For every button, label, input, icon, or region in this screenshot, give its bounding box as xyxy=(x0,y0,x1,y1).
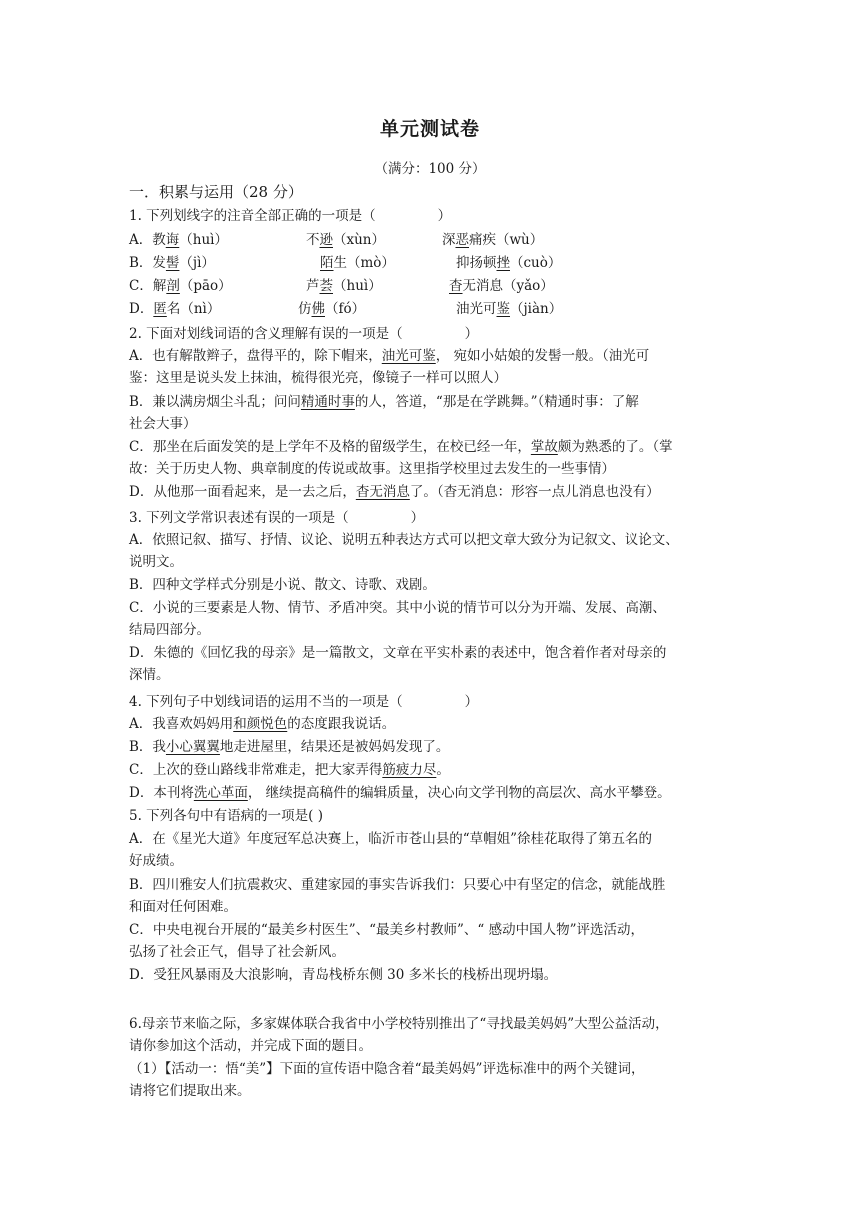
q1-option-a-2: 不逊（xùn） xyxy=(306,232,386,248)
q1-option-b-1: B．发髻（jì） xyxy=(129,255,215,271)
q2-option-a: A．也有解散辫子，盘得平的，除下帽来，油光可鉴， 宛如小姑娘的发髻一般。（油光可 xyxy=(129,348,650,364)
q4-option-d: D．本刊将洗心革面， 继续提高稿件的编辑质量，决心向文学刊物的高层次、高水平攀登。 xyxy=(129,785,671,801)
q5-option-d: D．受狂风暴雨及大浪影响，青岛栈桥东侧 30 多米长的栈桥出现坍塌。 xyxy=(129,967,558,983)
q1-option-a-3: 深恶痛疾（wù） xyxy=(442,232,544,248)
q6-part1: （1）【活动一：悟“美”】下面的宣传语中隐含着“最美妈妈”评选标准中的两个关键词， xyxy=(129,1061,645,1077)
q4-option-b: B．我小心翼翼地走进屋里，结果还是被妈妈发现了。 xyxy=(129,739,450,755)
q5-option-a: A．在《星光大道》年度冠军总决赛上，临沂市苍山县的“草帽姐”徐桂花取得了第五名的 xyxy=(129,831,653,847)
q2-option-a-cont: 鉴：这里是说头发上抹油，梳得很光亮，像镜子一样可以照人） xyxy=(129,370,507,386)
q1-option-d-1: D．匿名（nì） xyxy=(129,301,221,317)
q2-option-b: B．兼以满房烟尘斗乱；问问精通时事的人，答道，“那是在学跳舞。”（精通时事：了解 xyxy=(129,394,639,410)
q5-option-b-cont: 和面对任何困难。 xyxy=(129,899,237,915)
q1-option-c-2: 芦荟（huì） xyxy=(306,278,382,294)
q3-option-b: B．四种文学样式分别是小说、散文、诗歌、戏剧。 xyxy=(129,577,436,593)
q1-option-c-3: 杳无消息（yǎo） xyxy=(449,278,554,294)
q2-option-c: C．那坐在后面发笑的是上学年不及格的留级学生，在校已经一年，掌故颇为熟悉的了。（掌 xyxy=(129,439,673,455)
q5-option-b: B．四川雅安人们抗震救灾、重建家园的事实告诉我们：只要心中有坚定的信念，就能战胜 xyxy=(129,877,666,893)
q4-option-c: C．上次的登山路线非常难走，把大家弄得筋疲力尽。 xyxy=(129,762,450,778)
q3-option-c: C．小说的三要素是人物、情节、矛盾冲突。其中小说的情节可以分为开端、发展、高潮、 xyxy=(129,600,666,616)
q2-option-b-cont: 社会大事） xyxy=(129,416,197,432)
score-note: （满分：100 分） xyxy=(374,161,486,177)
q1-option-d-3: 油光可鉴（jiàn） xyxy=(456,301,563,317)
q1-option-c-1: C．解剖（pāo） xyxy=(129,278,232,294)
q1-option-b-2: 陌生（mò） xyxy=(320,255,395,271)
q3-option-a-cont: 说明文。 xyxy=(129,554,183,570)
q3-option-d: D．朱德的《回忆我的母亲》是一篇散文，文章在平实朴素的表述中，饱含着作者对母亲的 xyxy=(129,645,667,661)
q5-option-a-cont: 好成绩。 xyxy=(129,853,183,869)
page-title: 单元测试卷 xyxy=(379,118,480,140)
q3-option-c-cont: 结局四部分。 xyxy=(129,622,210,638)
q4-option-a: A．我喜欢妈妈用和颜悦色的态度跟我说话。 xyxy=(129,716,396,732)
q2-option-d: D．从他那一面看起来，是一去之后，杳无消息了。（杳无消息：形容一点儿消息也没有） xyxy=(129,484,660,500)
q5-option-c: C．中央电视台开展的“最美乡村医生”、“最美乡村教师”、“ 感动中国人物”评选活动， xyxy=(129,922,645,938)
q3-stem: 3. 下列文学常识表述有误的一项是（ ） xyxy=(129,510,425,526)
q5-stem: 5. 下列各句中有语病的一项是( ) xyxy=(129,808,323,824)
q2-option-c-cont: 故：关于历史人物、典章制度的传说或故事。这里指学校里过去发生的一些事情） xyxy=(129,461,615,477)
q1-stem: 1. 下列划线字的注音全部正确的一项是（ ） xyxy=(129,208,452,224)
q5-option-c-cont: 弘扬了社会正气，倡导了社会新风。 xyxy=(129,944,345,960)
q3-option-d-cont: 深情。 xyxy=(129,667,170,683)
q1-option-d-2: 仿佛（fó） xyxy=(298,301,366,317)
q6-part1-cont: 请将它们提取出来。 xyxy=(129,1083,251,1099)
section-heading: 一．积累与运用（28 分） xyxy=(129,183,303,201)
q6-intro: 6.母亲节来临之际，多家媒体联合我省中小学校特别推出了“寻找最美妈妈”大型公益活动， xyxy=(129,1016,669,1032)
q1-option-b-3: 抑扬顿挫（cuò） xyxy=(456,255,562,271)
q4-stem: 4. 下列句子中划线词语的运用不当的一项是（ ） xyxy=(129,694,479,710)
q2-stem: 2. 下面对划线词语的含义理解有误的一项是（ ） xyxy=(129,326,479,342)
q1-option-a-1: A．教诲（huì） xyxy=(129,232,228,248)
q3-option-a: A．依照记叙、描写、抒情、议论、说明五种表达方式可以把文章大致分为记叙文、议论文、 xyxy=(129,532,679,548)
q6-intro-cont: 请你参加这个活动，并完成下面的题目。 xyxy=(129,1038,372,1054)
